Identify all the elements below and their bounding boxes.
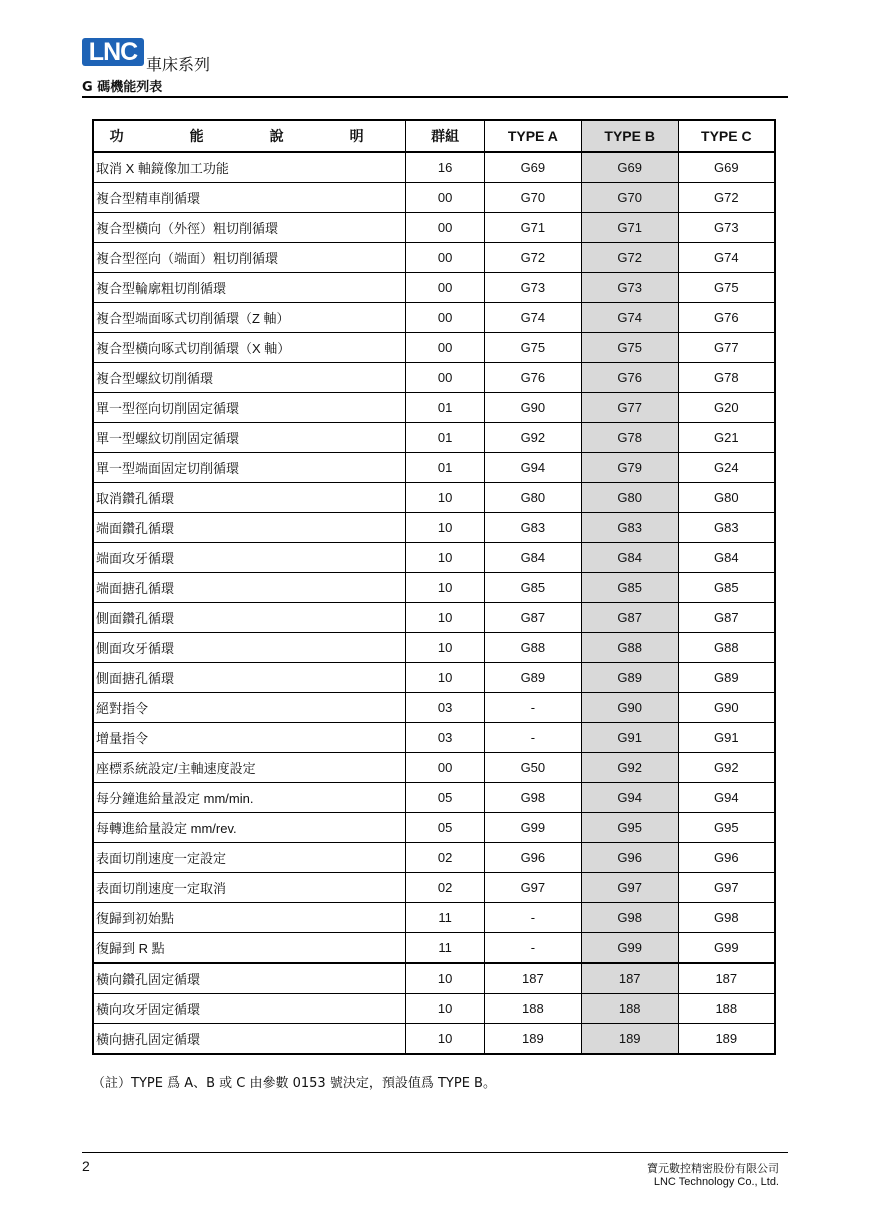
company-name-en: LNC Technology Co., Ltd.: [653, 1176, 779, 1188]
cell-function: 表面切削速度一定設定: [93, 843, 406, 873]
cell-type-b: G88: [581, 633, 678, 663]
cell-type-a: G73: [484, 273, 581, 303]
cell-function: 複合型螺紋切削循環: [93, 363, 406, 393]
cell-function: 每分鐘進給量設定 mm/min.: [93, 783, 406, 813]
series-title: 車床系列: [146, 55, 211, 74]
cell-function: 側面攻牙循環: [93, 633, 406, 663]
cell-type-b: G75: [581, 333, 678, 363]
table-row: [93, 453, 775, 483]
page-number: 2: [82, 1158, 90, 1174]
cell-type-a: G92: [484, 423, 581, 453]
cell-group: 16: [406, 152, 485, 183]
cell-group: 00: [406, 273, 485, 303]
cell-type-b: G90: [581, 693, 678, 723]
cell-type-c: G99: [678, 933, 775, 964]
cell-type-c: G72: [678, 183, 775, 213]
cell-type-b: 188: [581, 994, 678, 1024]
table-row: [93, 152, 775, 183]
cell-type-b: G95: [581, 813, 678, 843]
cell-group: 00: [406, 303, 485, 333]
cell-group: 02: [406, 843, 485, 873]
cell-group: 10: [406, 963, 485, 994]
page-subtitle: G 碼機能列表: [82, 80, 163, 95]
cell-function: 增量指令: [93, 723, 406, 753]
cell-type-c: G89: [678, 663, 775, 693]
table-row: [93, 1024, 775, 1055]
cell-type-a: G94: [484, 453, 581, 483]
cell-group: 00: [406, 363, 485, 393]
cell-type-b: G72: [581, 243, 678, 273]
cell-function: 座標系統設定/主軸速度設定: [93, 753, 406, 783]
header-type-c: TYPE C: [678, 120, 775, 152]
cell-type-a: G99: [484, 813, 581, 843]
cell-type-c: G92: [678, 753, 775, 783]
cell-type-a: G50: [484, 753, 581, 783]
cell-type-c: G91: [678, 723, 775, 753]
cell-function: 取消 X 軸鏡像加工功能: [93, 152, 406, 183]
g-code-table: [92, 119, 776, 1055]
cell-type-c: G69: [678, 152, 775, 183]
cell-type-c: G21: [678, 423, 775, 453]
table-row: [93, 843, 775, 873]
cell-type-a: -: [484, 903, 581, 933]
table-row: [93, 543, 775, 573]
cell-function: 端面攻牙循環: [93, 543, 406, 573]
cell-function: 端面鑽孔循環: [93, 513, 406, 543]
cell-group: 10: [406, 633, 485, 663]
cell-group: 10: [406, 573, 485, 603]
cell-type-b: G73: [581, 273, 678, 303]
cell-group: 11: [406, 903, 485, 933]
cell-function: 復歸到初始點: [93, 903, 406, 933]
cell-type-b: G92: [581, 753, 678, 783]
cell-type-c: G98: [678, 903, 775, 933]
cell-type-a: G98: [484, 783, 581, 813]
cell-type-b: G70: [581, 183, 678, 213]
cell-type-b: G69: [581, 152, 678, 183]
cell-type-c: G77: [678, 333, 775, 363]
table-row: [93, 633, 775, 663]
table-row: [93, 573, 775, 603]
header-type-a: TYPE A: [484, 120, 581, 152]
cell-type-b: G85: [581, 573, 678, 603]
cell-type-a: 187: [484, 963, 581, 994]
header-type-b: TYPE B: [581, 120, 678, 152]
cell-group: 00: [406, 243, 485, 273]
cell-type-c: G95: [678, 813, 775, 843]
cell-group: 10: [406, 603, 485, 633]
cell-type-b: G98: [581, 903, 678, 933]
cell-group: 05: [406, 813, 485, 843]
cell-type-b: G79: [581, 453, 678, 483]
footer-rule: [82, 1152, 788, 1153]
cell-function: 複合型端面啄式切削循環（Z 軸）: [93, 303, 406, 333]
cell-group: 03: [406, 723, 485, 753]
company-name-cn: 寶元數控精密股份有限公司: [647, 1162, 779, 1175]
cell-type-c: G73: [678, 213, 775, 243]
cell-group: 10: [406, 543, 485, 573]
cell-type-b: G94: [581, 783, 678, 813]
cell-function: 橫向搪孔固定循環: [93, 1024, 406, 1055]
table-row: [93, 393, 775, 423]
cell-type-c: G94: [678, 783, 775, 813]
cell-type-c: G78: [678, 363, 775, 393]
cell-group: 05: [406, 783, 485, 813]
cell-group: 11: [406, 933, 485, 964]
table-row: [93, 753, 775, 783]
cell-function: 單一型螺紋切削固定循環: [93, 423, 406, 453]
cell-type-a: 189: [484, 1024, 581, 1055]
header-group: 群組: [406, 120, 485, 152]
cell-function: 每轉進給量設定 mm/rev.: [93, 813, 406, 843]
cell-type-b: 189: [581, 1024, 678, 1055]
cell-type-b: G91: [581, 723, 678, 753]
cell-type-b: G74: [581, 303, 678, 333]
cell-type-b: G80: [581, 483, 678, 513]
cell-type-b: G78: [581, 423, 678, 453]
cell-type-a: -: [484, 723, 581, 753]
cell-type-c: G88: [678, 633, 775, 663]
cell-type-a: G75: [484, 333, 581, 363]
cell-function: 橫向攻牙固定循環: [93, 994, 406, 1024]
cell-type-a: G96: [484, 843, 581, 873]
cell-type-a: G71: [484, 213, 581, 243]
table-body: [93, 152, 775, 1054]
cell-group: 01: [406, 423, 485, 453]
table-header-row: [93, 120, 775, 152]
cell-type-c: G84: [678, 543, 775, 573]
cell-function: 絕對指令: [93, 693, 406, 723]
cell-function: 複合型橫向（外徑）粗切削循環: [93, 213, 406, 243]
cell-function: 側面搪孔循環: [93, 663, 406, 693]
cell-type-a: G88: [484, 633, 581, 663]
cell-type-c: G83: [678, 513, 775, 543]
cell-type-c: G20: [678, 393, 775, 423]
cell-group: 03: [406, 693, 485, 723]
cell-group: 00: [406, 213, 485, 243]
cell-type-a: -: [484, 933, 581, 964]
cell-type-a: G72: [484, 243, 581, 273]
lnc-logo: LNC: [82, 38, 144, 66]
cell-type-c: G85: [678, 573, 775, 603]
cell-type-a: 188: [484, 994, 581, 1024]
table-row: [93, 783, 775, 813]
table-row: [93, 303, 775, 333]
cell-type-a: G90: [484, 393, 581, 423]
cell-type-c: G75: [678, 273, 775, 303]
cell-function: 橫向鑽孔固定循環: [93, 963, 406, 994]
cell-type-a: G74: [484, 303, 581, 333]
table-row: [93, 243, 775, 273]
table-row: [93, 933, 775, 964]
cell-type-c: G74: [678, 243, 775, 273]
table-row: [93, 183, 775, 213]
cell-function: 端面搪孔循環: [93, 573, 406, 603]
header-function: 功 能 說 明: [93, 120, 406, 152]
cell-function: 復歸到 R 點: [93, 933, 406, 964]
table-row: [93, 483, 775, 513]
cell-type-b: G99: [581, 933, 678, 964]
cell-type-b: G76: [581, 363, 678, 393]
cell-group: 00: [406, 183, 485, 213]
cell-type-c: G90: [678, 693, 775, 723]
table-row: [93, 213, 775, 243]
cell-type-b: G84: [581, 543, 678, 573]
table-row: [93, 273, 775, 303]
cell-function: 複合型精車削循環: [93, 183, 406, 213]
cell-type-a: G97: [484, 873, 581, 903]
cell-type-b: G97: [581, 873, 678, 903]
table-row: [93, 603, 775, 633]
cell-type-b: G96: [581, 843, 678, 873]
table-row: [93, 903, 775, 933]
cell-type-a: G85: [484, 573, 581, 603]
table-row: [93, 873, 775, 903]
cell-function: 側面鑽孔循環: [93, 603, 406, 633]
cell-type-a: G80: [484, 483, 581, 513]
table-row: [93, 423, 775, 453]
footnote: （註）TYPE 爲 A、B 或 C 由參數 0153 號決定，預設值爲 TYPE B。: [92, 1076, 496, 1091]
table-row: [93, 963, 775, 994]
cell-type-a: G83: [484, 513, 581, 543]
cell-type-b: G89: [581, 663, 678, 693]
cell-type-a: -: [484, 693, 581, 723]
cell-group: 10: [406, 483, 485, 513]
cell-group: 01: [406, 393, 485, 423]
cell-type-c: 187: [678, 963, 775, 994]
cell-type-a: G69: [484, 152, 581, 183]
cell-function: 取消鑽孔循環: [93, 483, 406, 513]
cell-type-c: G87: [678, 603, 775, 633]
table-row: [93, 723, 775, 753]
cell-group: 00: [406, 753, 485, 783]
cell-type-b: G77: [581, 393, 678, 423]
cell-group: 10: [406, 513, 485, 543]
cell-type-a: G89: [484, 663, 581, 693]
cell-function: 單一型徑向切削固定循環: [93, 393, 406, 423]
cell-type-c: G97: [678, 873, 775, 903]
header-rule: [82, 96, 788, 98]
cell-type-b: G71: [581, 213, 678, 243]
cell-group: 00: [406, 333, 485, 363]
cell-type-c: G76: [678, 303, 775, 333]
cell-group: 02: [406, 873, 485, 903]
cell-type-a: G87: [484, 603, 581, 633]
table-row: [93, 363, 775, 393]
cell-type-b: G83: [581, 513, 678, 543]
cell-type-b: G87: [581, 603, 678, 633]
table-row: [93, 663, 775, 693]
table-row: [93, 693, 775, 723]
cell-group: 10: [406, 994, 485, 1024]
cell-group: 01: [406, 453, 485, 483]
cell-function: 表面切削速度一定取消: [93, 873, 406, 903]
table-row: [93, 994, 775, 1024]
cell-type-a: G76: [484, 363, 581, 393]
cell-group: 10: [406, 663, 485, 693]
table-row: [93, 333, 775, 363]
cell-type-c: G24: [678, 453, 775, 483]
table-row: [93, 513, 775, 543]
cell-function: 複合型徑向（端面）粗切削循環: [93, 243, 406, 273]
table-row: [93, 813, 775, 843]
cell-type-c: G96: [678, 843, 775, 873]
cell-type-c: G80: [678, 483, 775, 513]
cell-group: 10: [406, 1024, 485, 1055]
cell-function: 複合型輪廓粗切削循環: [93, 273, 406, 303]
cell-type-c: 188: [678, 994, 775, 1024]
cell-function: 單一型端面固定切削循環: [93, 453, 406, 483]
cell-type-a: G70: [484, 183, 581, 213]
cell-type-c: 189: [678, 1024, 775, 1055]
cell-type-a: G84: [484, 543, 581, 573]
cell-type-b: 187: [581, 963, 678, 994]
cell-function: 複合型橫向啄式切削循環（X 軸）: [93, 333, 406, 363]
